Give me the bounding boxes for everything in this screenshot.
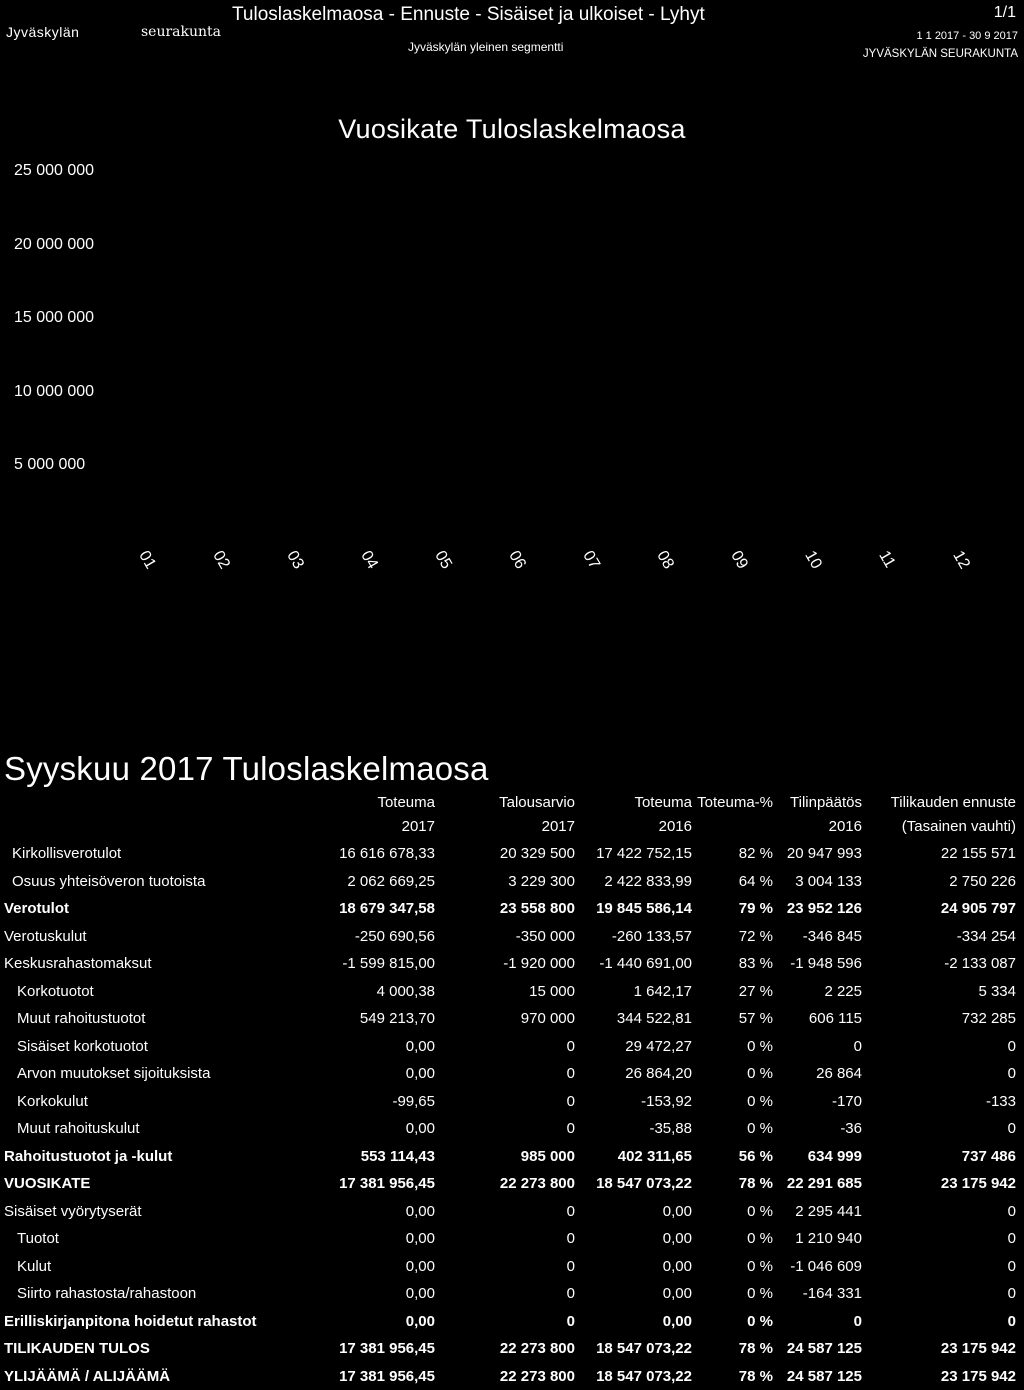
cell-value: 0 [566, 1257, 575, 1275]
report-title: Tuloslaskelmaosa - Ennuste - Sisäiset ja ulkoiset - Lyhyt [232, 4, 705, 25]
cell-value: 0,00 [662, 1312, 692, 1330]
cell-value: 23 952 126 [786, 900, 862, 918]
x-tick-label: 07 [579, 548, 603, 572]
cell-value: 0 [1007, 1065, 1016, 1083]
x-tick-label: 09 [727, 548, 751, 572]
cell-value: 0 % [747, 1092, 773, 1110]
row-label: Erilliskirjanpitona hoidetut rahastot [4, 1312, 257, 1330]
x-tick-label: 05 [431, 548, 455, 572]
row-label: Sisäiset vyörytyserät [4, 1202, 142, 1220]
cell-value: -153,92 [641, 1092, 692, 1110]
column-header: Talousarvio [499, 794, 575, 811]
cell-value: 17 422 752,15 [596, 845, 692, 863]
cell-value: 23 558 800 [499, 900, 575, 918]
cell-value: 23 175 942 [940, 1340, 1016, 1358]
cell-value: 344 522,81 [616, 1010, 692, 1028]
cell-value: 549 213,70 [359, 1010, 435, 1028]
cell-value: -334 254 [956, 927, 1016, 945]
table-row [0, 1088, 1022, 1116]
cell-value: 17 381 956,45 [339, 1340, 435, 1358]
cell-value: 22 155 571 [940, 845, 1016, 863]
page-number: 1/1 [993, 4, 1016, 21]
cell-value: 0 % [747, 1065, 773, 1083]
cell-value: 2 422 833,99 [604, 872, 692, 890]
cell-value: 0 % [747, 1285, 773, 1303]
cell-value: 0 % [747, 1120, 773, 1138]
x-tick-label: 02 [209, 548, 233, 572]
x-tick-label: 03 [283, 548, 307, 572]
table-row [0, 1335, 1022, 1363]
cell-value: 732 285 [961, 1010, 1016, 1028]
cell-value: 0 % [747, 1230, 773, 1248]
org-name-left-suffix: seurakunta [141, 24, 222, 40]
cell-value: -250 690,56 [354, 927, 435, 945]
cell-value: 79 % [738, 900, 773, 918]
cell-value: 19 845 586,14 [596, 900, 692, 918]
row-label: TILIKAUDEN TULOS [4, 1340, 150, 1358]
cell-value: 634 999 [807, 1147, 862, 1165]
cell-value: 18 547 073,22 [596, 1367, 692, 1385]
date-range: 1 1 2017 - 30 9 2017 [916, 30, 1018, 42]
table-row [0, 1280, 1022, 1308]
cell-value: -170 [831, 1092, 862, 1110]
cell-value: 0 [1007, 1120, 1016, 1138]
cell-value: 20 947 993 [786, 845, 862, 863]
cell-value: 0 [1007, 1312, 1016, 1330]
column-header: Tilinpäätös [790, 794, 862, 811]
column-header [0, 792, 307, 816]
row-label: Kulut [17, 1257, 52, 1275]
table-row [0, 1253, 1022, 1281]
cell-value: 606 115 [808, 1010, 862, 1028]
row-label: Korkokulut [17, 1092, 88, 1110]
column-header: 2016 [828, 818, 862, 835]
cell-value: -1 440 691,00 [599, 955, 692, 973]
cell-value: -2 133 087 [944, 955, 1016, 973]
cell-value: 26 864 [816, 1065, 862, 1083]
cell-value: 1 642,17 [633, 982, 692, 1000]
table-row [0, 1115, 1022, 1143]
cell-value: 23 175 942 [940, 1367, 1016, 1385]
cell-value: 78 % [738, 1175, 773, 1193]
cell-value: 29 472,27 [625, 1037, 692, 1055]
cell-value: 1 210 940 [795, 1230, 862, 1248]
cell-value: 16 616 678,33 [339, 845, 435, 863]
cell-value: 0,00 [662, 1202, 692, 1220]
cell-value: 82 % [738, 845, 773, 863]
cell-value: 20 329 500 [499, 845, 575, 863]
cell-value: 2 295 441 [795, 1202, 862, 1220]
cell-value: 0 [1007, 1285, 1016, 1303]
table-row [0, 1143, 1022, 1171]
table-row [0, 1198, 1022, 1226]
cell-value: 0,00 [662, 1285, 692, 1303]
table-row [0, 978, 1022, 1006]
row-label: Korkotuotot [17, 982, 94, 1000]
cell-value: 24 587 125 [786, 1340, 862, 1358]
table-row [0, 923, 1022, 951]
cell-value: 3 004 133 [795, 872, 862, 890]
x-tick-label: 01 [135, 548, 159, 572]
row-label: Muut rahoitustuotot [17, 1010, 146, 1028]
table-row [0, 1308, 1022, 1336]
x-tick-label: 08 [653, 548, 677, 572]
row-label: Muut rahoituskulut [17, 1120, 140, 1138]
cell-value: 17 381 956,45 [339, 1175, 435, 1193]
column-header: Toteuma [377, 794, 435, 811]
cell-value: 553 114,43 [360, 1147, 435, 1165]
cell-value: 0 [1007, 1230, 1016, 1248]
cell-value: -99,65 [392, 1092, 435, 1110]
org-name-left: Jyväskylän [6, 24, 80, 40]
cell-value: 0 [566, 1312, 575, 1330]
cell-value: 0 [566, 1230, 575, 1248]
cell-value: 83 % [738, 955, 773, 973]
y-tick-label: 25 000 000 [14, 162, 95, 179]
column-header: (Tasainen vauhti) [901, 818, 1016, 835]
cell-value: -133 [985, 1092, 1016, 1110]
row-label: Keskusrahastomaksut [4, 955, 152, 973]
cell-value: 57 % [738, 1010, 773, 1028]
cell-value: 0,00 [662, 1257, 692, 1275]
cell-value: 72 % [738, 927, 773, 945]
cell-value: 0 % [747, 1312, 773, 1330]
column-header: Toteuma-% [697, 794, 773, 811]
section-title: Syyskuu 2017 Tuloslaskelmaosa [4, 750, 489, 787]
cell-value: -35,88 [649, 1120, 692, 1138]
cell-value: 970 000 [520, 1010, 575, 1028]
row-label: YLIJÄÄMÄ / ALIJÄÄMÄ [4, 1367, 171, 1385]
table-row [0, 1033, 1022, 1061]
cell-value: 0 [566, 1202, 575, 1220]
row-label: Rahoitustuotot ja -kulut [4, 1147, 173, 1165]
x-tick-label: 04 [357, 548, 381, 572]
cell-value: -36 [840, 1120, 862, 1138]
cell-value: -346 845 [802, 927, 862, 945]
cell-value: -1 948 596 [790, 955, 862, 973]
cell-value: 26 864,20 [625, 1065, 692, 1083]
cell-value: 2 750 226 [949, 872, 1016, 890]
table-row [0, 840, 1022, 868]
cell-value: 23 175 942 [940, 1175, 1016, 1193]
cell-value: 3 229 300 [508, 872, 575, 890]
x-tick-label: 11 [875, 548, 899, 571]
cell-value: 78 % [738, 1367, 773, 1385]
cell-value: 27 % [738, 982, 773, 1000]
cell-value: 0,00 [405, 1065, 435, 1083]
row-label: Arvon muutokset sijoituksista [17, 1065, 211, 1083]
cell-value: 0,00 [405, 1120, 435, 1138]
cell-value: 15 000 [529, 982, 575, 1000]
cell-value: -1 599 815,00 [342, 955, 435, 973]
cell-value: 0 % [747, 1257, 773, 1275]
org-name-right: JYVÄSKYLÄN SEURAKUNTA [862, 48, 1018, 60]
cell-value: 22 273 800 [499, 1175, 575, 1193]
row-label: Osuus yhteisöveron tuotoista [12, 872, 206, 890]
cell-value: 737 486 [961, 1147, 1016, 1165]
row-label: Sisäiset korkotuotot [17, 1037, 148, 1055]
row-label: Siirto rahastosta/rahastoon [17, 1285, 197, 1303]
y-tick-label: 15 000 000 [14, 309, 95, 326]
cell-value: 5 334 [978, 982, 1016, 1000]
cell-value: -260 133,57 [611, 927, 692, 945]
cell-value: 2 225 [824, 982, 862, 1000]
cell-value: 0 [566, 1037, 575, 1055]
cell-value: 17 381 956,45 [339, 1367, 435, 1385]
cell-value: 64 % [738, 872, 773, 890]
cell-value: 18 679 347,58 [339, 900, 435, 918]
cell-value: 0 [853, 1312, 862, 1330]
column-header: 2016 [658, 818, 692, 835]
cell-value: 0 [1007, 1037, 1016, 1055]
cell-value: 0 % [747, 1037, 773, 1055]
cell-value: -164 331 [802, 1285, 862, 1303]
cell-value: 0,00 [405, 1257, 435, 1275]
cell-value: 0,00 [405, 1285, 435, 1303]
y-tick-label: 5 000 000 [14, 456, 86, 473]
cell-value: 2 062 669,25 [347, 872, 435, 890]
cell-value: -350 000 [515, 927, 575, 945]
y-tick-label: 20 000 000 [14, 235, 95, 253]
table-row [0, 868, 1022, 896]
cell-value: 0 [1007, 1257, 1016, 1275]
cell-value: 0,00 [405, 1230, 435, 1248]
cell-value: 0,00 [405, 1037, 435, 1055]
cell-value: 0,00 [405, 1202, 435, 1220]
cell-value: 22 273 800 [499, 1367, 575, 1385]
table-row [0, 1170, 1022, 1198]
table-row [0, 1363, 1022, 1390]
column-header: 2017 [541, 818, 575, 835]
row-label: VUOSIKATE [4, 1175, 91, 1193]
table-row [0, 1060, 1022, 1088]
cell-value: 0,00 [662, 1230, 692, 1248]
cell-value: 18 547 073,22 [596, 1340, 692, 1358]
x-tick-label: 10 [801, 548, 825, 572]
row-label: Verotulot [4, 900, 70, 918]
table-row [0, 1005, 1022, 1033]
row-label: Tuotot [17, 1230, 59, 1248]
cell-value: 18 547 073,22 [596, 1175, 692, 1193]
column-header [0, 816, 307, 840]
column-header: Toteuma [634, 794, 692, 811]
row-label: Verotuskulut [4, 927, 87, 945]
cell-value: 0 [566, 1065, 575, 1083]
cell-value: -1 046 609 [790, 1257, 862, 1275]
row-label: Kirkollisverotulot [12, 845, 122, 863]
cell-value: 0 [853, 1037, 862, 1055]
cell-value: 985 000 [520, 1147, 575, 1165]
column-header: 2017 [401, 818, 435, 835]
cell-value: 24 587 125 [786, 1367, 862, 1385]
y-tick-label: 10 000 000 [14, 382, 95, 400]
cell-value: 0 % [747, 1202, 773, 1220]
cell-value: 22 273 800 [499, 1340, 575, 1358]
table-row [0, 950, 1022, 978]
x-tick-label: 12 [949, 548, 973, 572]
cell-value: 0 [566, 1092, 575, 1110]
chart-title: Vuosikate Tuloslaskelmaosa [338, 114, 686, 144]
cell-value: 402 311,65 [617, 1147, 692, 1165]
table-row [0, 1225, 1022, 1253]
cell-value: 0 [566, 1120, 575, 1138]
column-header [692, 816, 773, 840]
income-statement-table [0, 792, 1022, 1390]
cell-value: -1 920 000 [503, 955, 575, 973]
cell-value: 78 % [738, 1340, 773, 1358]
cell-value: 22 291 685 [786, 1175, 862, 1193]
cell-value: 0,00 [405, 1312, 435, 1330]
table-row [0, 895, 1022, 923]
cell-value: 4 000,38 [376, 982, 435, 1000]
segment-label: Jyväskylän yleinen segmentti [408, 40, 564, 54]
cell-value: 24 905 797 [940, 900, 1016, 918]
column-header: Tilikauden ennuste [890, 794, 1016, 811]
cell-value: 0 [566, 1285, 575, 1303]
cell-value: 56 % [738, 1147, 773, 1165]
cell-value: 0 [1007, 1202, 1016, 1220]
x-tick-label: 06 [505, 548, 529, 572]
